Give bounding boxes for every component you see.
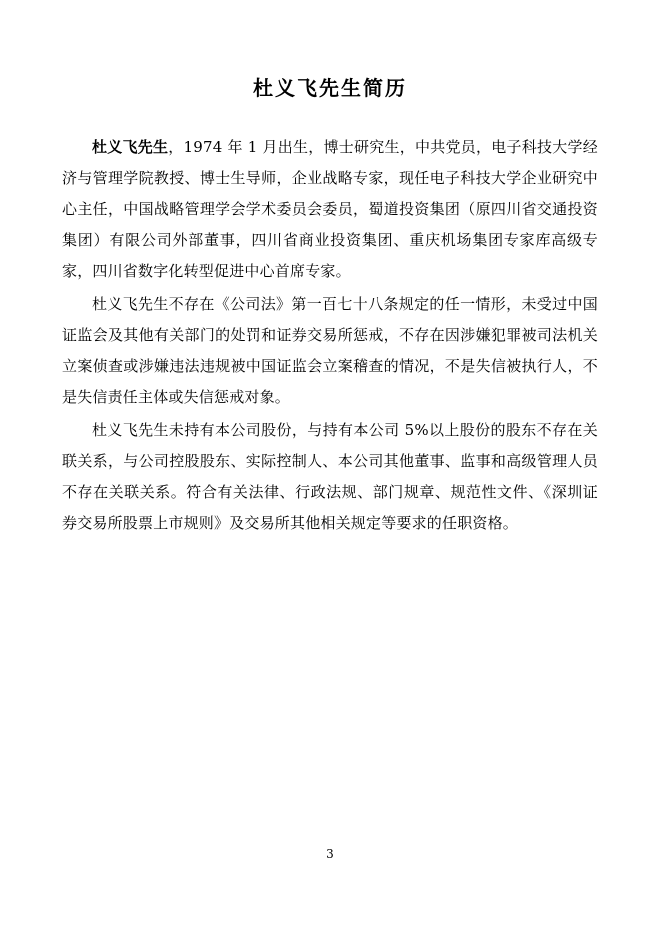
paragraph-3-text: 杜义飞先生未持有本公司股份，与持有本公司 5%以上股份的股东不存在关联关系，与公司控股股东、实际控制人、本公司其他董事、监事和高级管理人员不存在关联关系。符合有关法律、行政法规、部门规章、规范性文件、《深圳证券交易所股票上市规则》及交易所其他相关规定等要求的任职资格。	[62, 421, 598, 532]
paragraph-3	[62, 415, 598, 539]
paragraph-2-text: 杜义飞先生不存在《公司法》第一百七十八条规定的任一情形，未受过中国证监会及其他有关部门的处罚和证券交易所惩戒，不存在因涉嫌犯罪被司法机关立案侦查或涉嫌违法违规被中国证监会立案稽查的情况，不是失信被执行人，不是失信责任主体或失信惩戒对象。	[62, 295, 598, 406]
page-number: 3	[326, 847, 334, 861]
paragraph-2	[62, 289, 598, 413]
paragraph-1-lead: 杜义飞先生	[92, 138, 169, 156]
paragraph-1-text: ，1974 年 1 月出生，博士研究生，中共党员，电子科技大学经济与管理学院教授、博士生导师，企业战略专家，现任电子科技大学企业研究中心主任，中国战略管理学会学术委员会委员，蜀道投资集团（原四川省交通投资集团）有限公司外部董事，四川省商业投资集团、重庆机场集团专家库高级专家，四川省数字化转型促进中心首席专家。	[62, 138, 598, 280]
page-title: 杜义飞先生简历	[253, 76, 407, 100]
paragraph-1	[62, 132, 598, 287]
document-body	[62, 132, 598, 539]
